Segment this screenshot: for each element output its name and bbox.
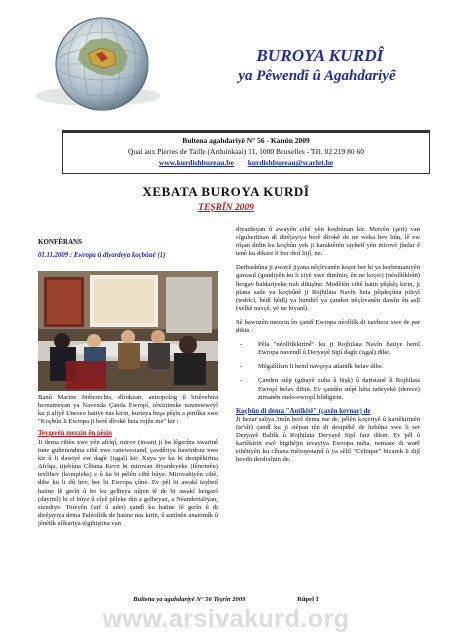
right-paragraph-4: Ji hezar saliya 3mîn berê dema me de, pêlên koçeriyê û kartêkirinên (te'sîr) çandî ku ji stêpan tên di destpêkê de hebûna xwe li ser Deryayê Baltîk û Rojhilata Deryayê Sipî farz dikin. Ev pêl û kartêkirin ewê bigihêjin tevayiya Ewropa nuha, nemaze di warê cihêtiyên ku cîhana mêzopotamî û ya sêltî "Celtique" bicarek li dijî hevdu derdixînin de. bbox=[236, 415, 420, 464]
intro-paragraph: Banû Marine Imberechts, dîrokzan, antropolog û birêvebira bernameyan ya Navenda Çanda Ewropî, rêxistineke navneteweyî ku ji aliyê Unesco hatiye nas kirin, kurteya beşa pêşîn a pirtûka xwe "Koçbûn li Ewropa ji berê dîrokê heta rojên me" kir : bbox=[38, 394, 218, 426]
section-heading-konferans: KONFÊRANS bbox=[38, 238, 82, 246]
event-heading: 01.11.2009 : Ewropa û diyardeya koçbûnê (1) bbox=[38, 252, 166, 260]
article-date: TEŞRÎN 2009 bbox=[198, 203, 254, 213]
watermark: www.arsivakurd.org bbox=[102, 605, 350, 633]
early-migrations-paragraph: Ji dema rihên xwe yên afrîqî, mirov (insan) ji bo lêgerîna xwarinê tune guherandina cihê xwe ranewestand, çavdêriya hawirdora xwe kir û li dawiyê ew dagîr (işgal) kir. Xuya ye ku bi destpêkirina Afrîqa, tijebûna Cîhana Kevn bi mirovan diyardeyeke (fênomên) tevlihev (kompleks) e û ku bi pêlên cihê bûye. Mirovahiyên cihê, dibe ku li dû hev, ber bi Ewropa çûne. Ev pêl bi awakî taybetî hatine lê gerîn û bo ku gelheya nûjen tê de bi awakî hergavî (dayimî) bi cî bûye û cîyê pêleke din a gelheyan, a Néandertaliyan, stendiye. Toreyên (urf û adet) çandî ku hatine lê gerîn û di dirêjayiya dema Paléolîtîk de hatine nas kirin, û zanînên anatomîk û jênêtîk alîkariya têgihiştina van bbox=[38, 439, 218, 527]
website-link[interactable]: www.kurdishbureau.be bbox=[158, 158, 234, 167]
right-paragraph-1: diyardeyan û awayên cihê yên koçbûnan kir. Mercên (şert) van cîguhertinan di dirêjayiya berê dîrokê de ne weka hev bûn, lê ew nîşan didin ku koçbûn yek ji karaktêrên taybetî yên mirovê jîndar ê tenê ku dikare li her derî bijî, ne. bbox=[236, 226, 420, 258]
bulletin-info-box bbox=[62, 130, 430, 174]
footer-bulletin: Bultena ya agahdariyê N° 56 Teşrîn 2009 bbox=[133, 596, 246, 603]
section-heading-antiquity: Koçbûn di dema "Antîkitê" (çaxên kevnar) de bbox=[236, 407, 371, 415]
cultural-basins-list bbox=[236, 341, 420, 402]
org-subtitle: ya Pêwendî û Agahdariyê bbox=[238, 68, 396, 84]
left-column-header bbox=[38, 226, 218, 260]
globe-logo-icon bbox=[28, 10, 188, 128]
bulletin-address: Quai aux Pierres de Taille (Arduinkaai) 11, 1000 Bruxelles - Têl. 02 219 80 60 bbox=[128, 147, 364, 156]
section-heading-early-migrations: Tevgerên mezzin ên pêşîn bbox=[38, 430, 112, 437]
bulletin-links bbox=[63, 157, 429, 168]
article-title: XEBATA BUROYA KURDÎ bbox=[142, 184, 310, 199]
list-item: - Pêla "néolîtîkkirinê" ku ji Rojhilata Navîn hatiye hemî Ewropa navendî û Deryayê Sipî dagîr (işgal) dike. bbox=[236, 341, 420, 357]
right-paragraph-2: Derbasbûna ji awayê jiyana nêçîrvanên koçer ber bi ya berhemaniyên gawastî (gundiyên ku li ciyê xwe dimînin, ên ne koçer) (néolîtîkbûn) hergav baldariyeke nuh dikişîne. Modêlên cihê hatin pêşkêş kirin, ji plana sade ya koçbûnê ji Rojhilata Navîn heta pêşdeçûna pileyî (tedrîcî, hêdî hêdî) ya hundirî ya çanden nêçîrvanên dawîn ên asîl (xelkê navçê, yê ne biyanî). bbox=[236, 264, 420, 312]
conference-photo bbox=[38, 271, 218, 391]
email-link[interactable]: kurdishbureau@scarlet.be bbox=[247, 158, 334, 167]
org-title: BUROYA KURDÎ bbox=[256, 46, 384, 65]
right-column bbox=[236, 226, 420, 470]
right-paragraph-3: Sê hawuzên mezzin ên çandî Ewropa néolîtîk di navbera xwe de par dikin : bbox=[236, 318, 420, 335]
bulletin-issue: Bultena agahdariyê N° 56 - Kanûn 2009 bbox=[182, 136, 310, 145]
bureau-logo bbox=[28, 10, 188, 128]
page-footer bbox=[0, 596, 452, 603]
list-item: - Çanden stêp (gihayê zuha û hişk) û daristanê li Rojhilata Ewropî belav dibin. Ev çandên stêpî hêta radeyekê (derece) zimanên endo-ewropî bîldigirin. bbox=[236, 377, 420, 401]
conference-photo-image bbox=[38, 271, 218, 391]
list-item: - Mêgalîtîsm li hemî navçeya atlantîk belav dibe. bbox=[236, 363, 420, 371]
page-number: Rûpel 1 bbox=[297, 596, 319, 603]
